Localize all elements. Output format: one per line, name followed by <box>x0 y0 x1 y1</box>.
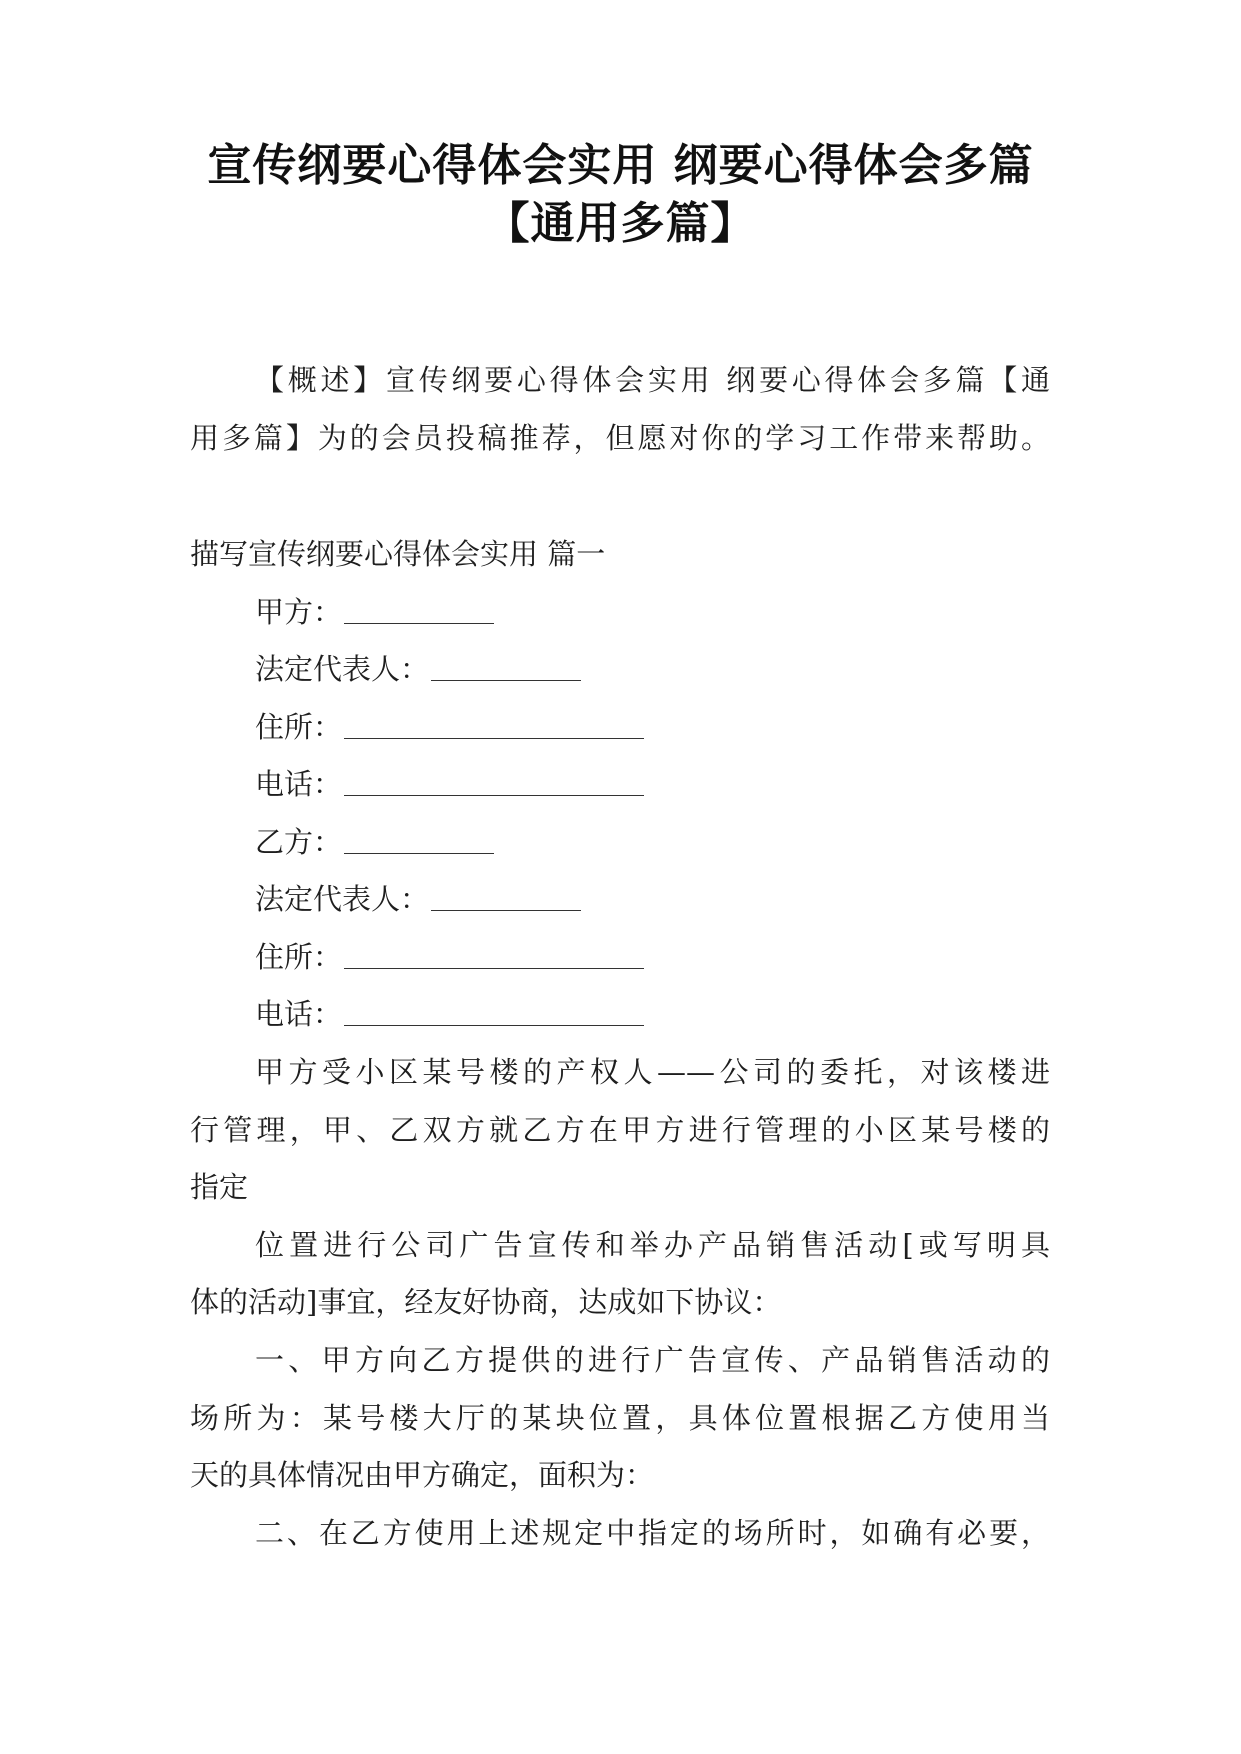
party-b-address-field <box>255 935 644 979</box>
fill-in-blank <box>431 650 581 681</box>
party-b-field <box>255 820 494 864</box>
body-line-1: 甲方受小区某号楼的产权人——公司的委托，对该楼进 <box>255 1055 1050 1089</box>
document-title-line-2: 【通用多篇】 <box>485 198 756 249</box>
fill-in-blank <box>344 938 644 969</box>
field-label: 法定代表人： <box>255 652 430 686</box>
fill-in-blank <box>344 593 494 624</box>
body-line-6: 一、甲方向乙方提供的进行广告宣传、产品销售活动的 <box>255 1343 1050 1377</box>
summary-line-2: 用多篇】为的会员投稿推荐，但愿对你的学习工作带来帮助。 <box>190 421 1050 455</box>
field-label: 电话： <box>255 767 343 801</box>
field-label: 乙方： <box>255 825 343 859</box>
party-a-field <box>255 590 494 634</box>
summary-line-1: 【概述】宣传纲要心得体会实用 纲要心得体会多篇【通 <box>255 363 1050 397</box>
field-label: 电话： <box>255 997 343 1031</box>
body-line-3: 指定 <box>190 1170 249 1204</box>
body-line-9: 二、在乙方使用上述规定中指定的场所时，如确有必要， <box>255 1516 1050 1550</box>
body-line-5: 体的活动]事宜，经友好协商，达成如下协议： <box>190 1285 782 1319</box>
field-label: 甲方： <box>255 595 343 629</box>
body-line-4: 位置进行公司广告宣传和举办产品销售活动[或写明具 <box>255 1228 1050 1262</box>
field-label: 法定代表人： <box>255 882 430 916</box>
fill-in-blank <box>344 708 644 739</box>
fill-in-blank <box>431 880 581 911</box>
body-line-2: 行管理，甲、乙双方就乙方在甲方进行管理的小区某号楼的 <box>190 1113 1050 1147</box>
section-heading: 描写宣传纲要心得体会实用 篇一 <box>190 537 606 571</box>
fill-in-blank <box>344 995 644 1026</box>
body-line-7: 场所为：某号楼大厅的某块位置，具体位置根据乙方使用当 <box>190 1401 1050 1435</box>
party-a-phone-field <box>255 762 644 806</box>
field-label: 住所： <box>255 940 343 974</box>
fill-in-blank <box>344 765 644 796</box>
party-a-representative-field <box>255 647 581 691</box>
document-title-line-1: 宣传纲要心得体会实用 纲要心得体会多篇 <box>207 140 1034 191</box>
party-b-phone-field <box>255 992 644 1036</box>
field-label: 住所： <box>255 710 343 744</box>
party-a-address-field <box>255 705 644 749</box>
party-b-representative-field <box>255 877 581 921</box>
body-line-8: 天的具体情况由甲方确定，面积为： <box>190 1458 655 1492</box>
fill-in-blank <box>344 823 494 854</box>
